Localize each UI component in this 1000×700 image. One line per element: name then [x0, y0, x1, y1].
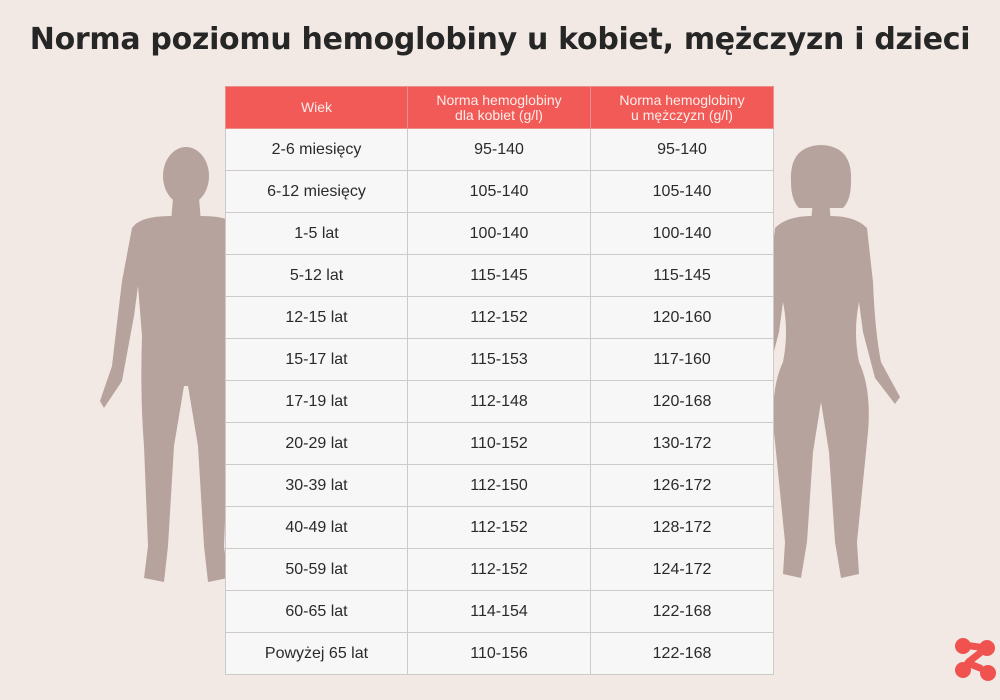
- age-cell: 6-12 miesięcy: [226, 171, 408, 213]
- table-row: [226, 423, 774, 465]
- table-row: [226, 213, 774, 255]
- men-norm-cell: 122-168: [591, 633, 774, 675]
- header-men-norm: [591, 87, 774, 129]
- table-row: [226, 381, 774, 423]
- age-cell: 50-59 lat: [226, 549, 408, 591]
- women-norm-cell: 115-145: [408, 255, 591, 297]
- women-norm-cell: 100-140: [408, 213, 591, 255]
- women-norm-cell: 112-148: [408, 381, 591, 423]
- women-norm-cell: 112-150: [408, 465, 591, 507]
- table-row: [226, 297, 774, 339]
- women-norm-cell: 114-154: [408, 591, 591, 633]
- age-cell: 60-65 lat: [226, 591, 408, 633]
- age-cell: 12-15 lat: [226, 297, 408, 339]
- header-age: [226, 87, 408, 129]
- age-cell: 5-12 lat: [226, 255, 408, 297]
- header-women-norm: [408, 87, 591, 129]
- men-norm-cell: 124-172: [591, 549, 774, 591]
- women-norm-cell: 112-152: [408, 507, 591, 549]
- table-row: [226, 507, 774, 549]
- brand-logo-icon: [952, 634, 998, 687]
- table-row: [226, 633, 774, 675]
- women-norm-cell: 95-140: [408, 129, 591, 171]
- table-row: [226, 171, 774, 213]
- header-line: Norma hemoglobiny: [619, 91, 745, 108]
- age-cell: 2-6 miesięcy: [226, 129, 408, 171]
- hemoglobin-norms-table: [225, 86, 774, 675]
- men-norm-cell: 130-172: [591, 423, 774, 465]
- women-norm-cell: 110-156: [408, 633, 591, 675]
- table-header-row: [226, 87, 774, 129]
- header-line: dla kobiet (g/l): [455, 106, 543, 123]
- men-norm-cell: 95-140: [591, 129, 774, 171]
- page-title: Norma poziomu hemoglobiny u kobiet, mężczyzn i dzieci: [29, 22, 971, 57]
- age-cell: 15-17 lat: [226, 339, 408, 381]
- men-norm-cell: 122-168: [591, 591, 774, 633]
- women-norm-cell: 112-152: [408, 549, 591, 591]
- men-norm-cell: 120-160: [591, 297, 774, 339]
- age-cell: 17-19 lat: [226, 381, 408, 423]
- table-row: [226, 549, 774, 591]
- age-cell: Powyżej 65 lat: [226, 633, 408, 675]
- men-norm-cell: 115-145: [591, 255, 774, 297]
- table-row: [226, 129, 774, 171]
- men-norm-cell: 120-168: [591, 381, 774, 423]
- header-line: Wiek: [300, 99, 333, 115]
- age-cell: 20-29 lat: [226, 423, 408, 465]
- men-norm-cell: 126-172: [591, 465, 774, 507]
- women-norm-cell: 105-140: [408, 171, 591, 213]
- men-norm-cell: 117-160: [591, 339, 774, 381]
- women-norm-cell: 115-153: [408, 339, 591, 381]
- table-row: [226, 339, 774, 381]
- men-norm-cell: 105-140: [591, 171, 774, 213]
- age-cell: 1-5 lat: [226, 213, 408, 255]
- table-row: [226, 465, 774, 507]
- men-norm-cell: 100-140: [591, 213, 774, 255]
- header-line: Norma hemoglobiny: [436, 91, 562, 108]
- women-norm-cell: 110-152: [408, 423, 591, 465]
- table-row: [226, 591, 774, 633]
- table-row: [226, 255, 774, 297]
- women-norm-cell: 112-152: [408, 297, 591, 339]
- age-cell: 30-39 lat: [226, 465, 408, 507]
- header-line: u mężczyzn (g/l): [631, 106, 733, 123]
- men-norm-cell: 128-172: [591, 507, 774, 549]
- age-cell: 40-49 lat: [226, 507, 408, 549]
